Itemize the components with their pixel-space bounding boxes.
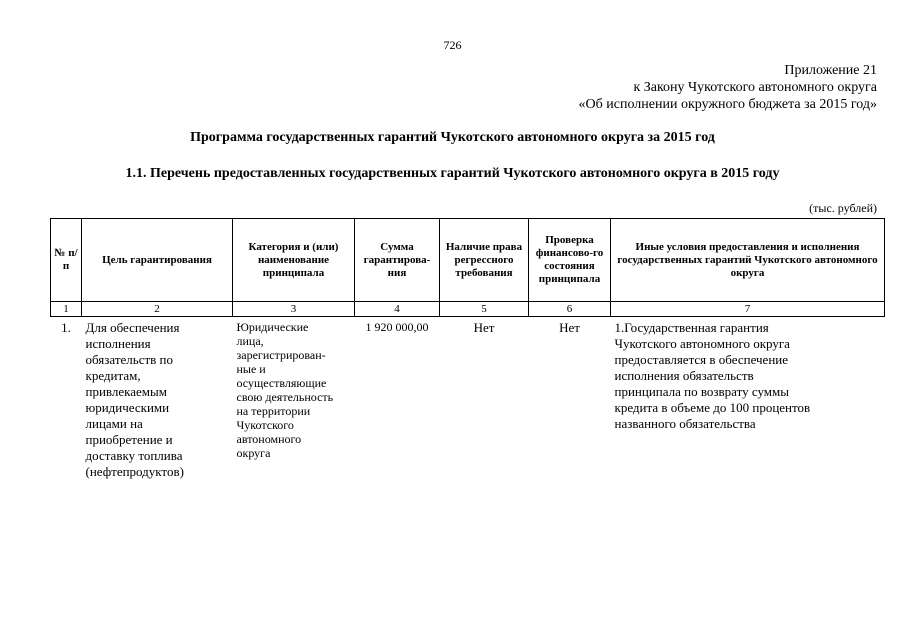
header-other-conditions: Иные условия предоставления и исполнения государственных гарантий Чукотского автономного округа: [611, 219, 885, 302]
program-title: Программа государственных гарантий Чукотского автономного округа за 2015 год: [190, 130, 715, 145]
row-amount: 1 920 000,00: [365, 320, 429, 334]
header-number: № п/п: [51, 219, 82, 302]
header-regress: Наличие права регрессного требования: [440, 219, 529, 302]
header-financial-check: Проверка финансово-го состояния принципала: [529, 219, 611, 302]
column-number: 3: [233, 302, 355, 317]
row-principal: Юридические лица, зарегистрирован- ные и осуществляющие свою деятельность на территории Чукотского автономного округа: [236, 320, 334, 460]
row-number: 1.: [61, 320, 71, 335]
row-financial-check: Нет: [559, 320, 580, 335]
list-title: 1.1. Перечень предоставленных государственных гарантий Чукотского автономного округа в 2015 году: [125, 166, 780, 181]
row-regress: Нет: [473, 320, 495, 335]
appendix-line-3: «Об исполнении окружного бюджета за 2015 год»: [578, 97, 877, 112]
row-other-conditions: 1.Государственная гарантия Чукотского автономного округа предоставляется в обеспечение исполнения обязательств принципала по возврату суммы кредита в объеме до 100 процентов названного обязательства: [614, 320, 811, 431]
appendix-block: [579, 62, 877, 113]
header-principal: Категория и (или) наименование принципала: [233, 219, 355, 302]
column-number: 4: [355, 302, 440, 317]
column-number: 1: [51, 302, 82, 317]
header-purpose: Цель гарантирования: [82, 219, 233, 302]
column-numbers-row: [51, 302, 885, 317]
table-row: [51, 317, 885, 481]
row-purpose: Для обеспечения исполнения обязательств по кредитам, привлекаемым юридическими лицами на приобретение и доставку топлива (нефтепродуктов): [85, 320, 184, 479]
column-number: 6: [529, 302, 611, 317]
header-amount: Сумма гарантирова-ния: [355, 219, 440, 302]
column-number: 2: [82, 302, 233, 317]
column-number: 5: [440, 302, 529, 317]
page-number: 726: [443, 38, 462, 52]
column-number: 7: [611, 302, 885, 317]
appendix-line-1: Приложение 21: [784, 63, 877, 78]
guarantees-table: [50, 218, 885, 480]
units-note: (тыс. рублей): [809, 201, 877, 215]
appendix-line-2: к Закону Чукотского автономного округа: [633, 80, 877, 95]
table-header-row: [51, 219, 885, 302]
